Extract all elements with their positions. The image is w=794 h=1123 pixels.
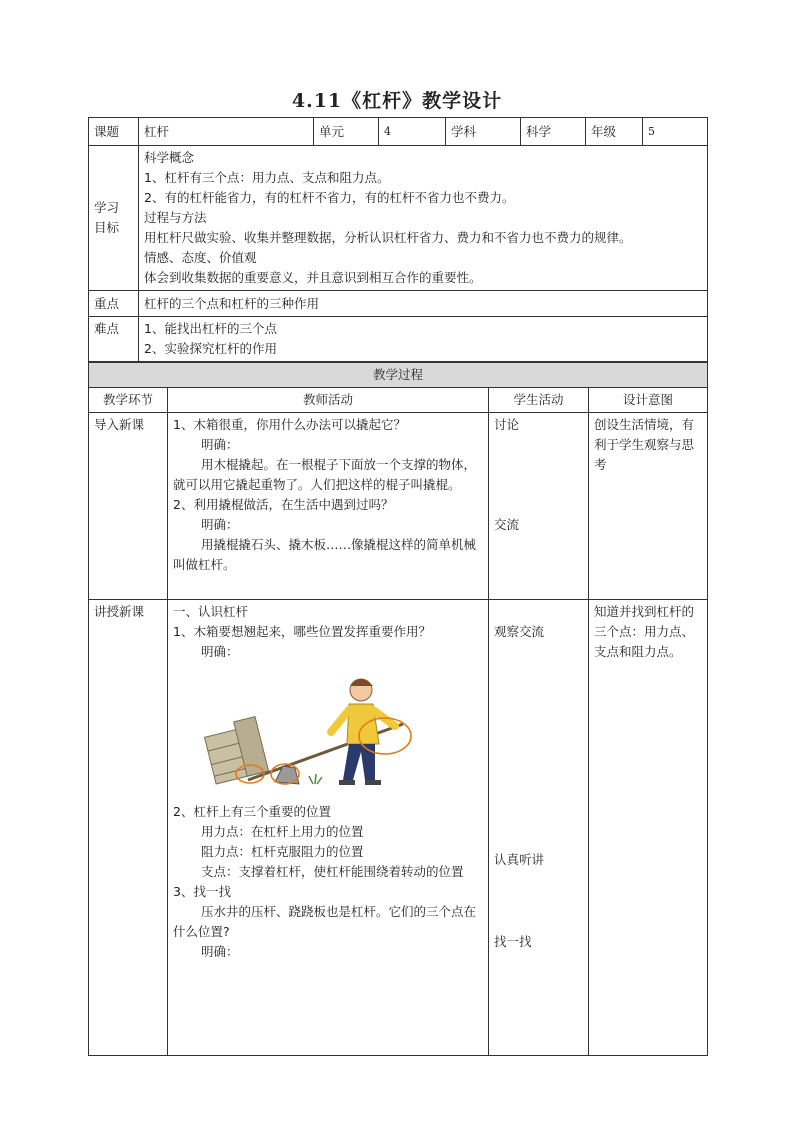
intro-student	[489, 413, 589, 600]
new-intent: 知道并找到杠杆的三个点：用力点、支点和阻力点。	[589, 600, 708, 1056]
column-header-stage: 教学环节	[89, 388, 168, 413]
intro-a1: 用木棍撬起。在一根棍子下面放一个支撑的物体，就可以用它撬起重物了。人们把这样的棍子叫撬棍。	[173, 457, 477, 492]
new-a1-label: 明确：	[201, 644, 239, 659]
column-header-student: 学生活动	[489, 388, 589, 413]
new-q3-text: 压水井的压杆、跷跷板也是杠杆。它们的三个点在什么位置?	[173, 904, 477, 939]
process-table	[88, 362, 708, 1056]
intro-a1-label: 明确：	[201, 437, 239, 452]
difficulty-line: 1、能找出杠杆的三个点	[144, 321, 277, 336]
person-icon	[331, 679, 395, 785]
goal-line: 2、有的杠杆能省力，有的杠杆不省力，有的杠杆不省力也不费力。	[144, 190, 515, 205]
goal-line: 体会到收集数据的重要意义，并且意识到相互合作的重要性。	[144, 270, 482, 285]
goal-line: 情感、态度、价值观	[144, 250, 257, 265]
intro-q1: 1、木箱很重，你用什么办法可以撬起它？	[173, 417, 406, 432]
subject-label: 学科	[446, 118, 521, 146]
new-student	[489, 600, 589, 1056]
intro-stage: 导入新课	[89, 413, 168, 600]
document-title: 4.11《杠杆》教学设计	[291, 90, 503, 112]
intro-student-2: 交流	[494, 517, 520, 532]
goal-line: 1、杠杆有三个点：用力点、支点和阻力点。	[144, 170, 390, 185]
new-point-effort: 用力点：在杠杆上用力的位置	[201, 824, 364, 839]
new-student-1: 观察交流	[494, 624, 545, 639]
column-header-teacher: 教师活动	[168, 388, 489, 413]
intro-a2-label: 明确：	[201, 517, 239, 532]
subject-value: 科学	[521, 118, 586, 146]
new-q1: 1、木箱要想翘起来，哪些位置发挥重要作用？	[173, 624, 431, 639]
new-student-3: 找一找	[494, 934, 532, 949]
grass-icon	[309, 774, 322, 784]
new-point-load: 阻力点：杠杆克服阻力的位置	[201, 844, 364, 859]
intro-intent: 创设生活情境，有利于学生观察与思考	[589, 413, 708, 600]
goals-label-line1: 学习	[94, 200, 120, 215]
intro-student-1: 讨论	[494, 417, 520, 432]
column-header-intent: 设计意图	[589, 388, 708, 413]
intro-q2: 2、利用撬棍做活，在生活中遇到过吗？	[173, 497, 394, 512]
goals-label-line2: 目标	[94, 220, 120, 235]
lever-illustration-svg	[203, 662, 418, 800]
intro-teacher	[168, 413, 489, 600]
new-q3: 3、找一找	[173, 884, 231, 899]
difficulty-label: 难点	[89, 317, 139, 362]
new-teacher	[168, 600, 489, 1056]
new-point-fulcrum: 支点：支撑着杠杆，使杠杆能围绕着转动的位置	[201, 864, 464, 879]
lever-illustration	[173, 662, 483, 802]
difficulty-content	[139, 317, 708, 362]
unit-label: 单元	[314, 118, 379, 146]
new-q2: 2、杠杆上有三个重要的位置	[173, 804, 331, 819]
new-student-2: 认真听讲	[494, 852, 545, 867]
topic-value: 杠杆	[139, 118, 314, 146]
intro-a2: 用撬棍撬石头、撬木板……像撬棍这样的简单机械叫做杠杆。	[173, 537, 477, 572]
unit-value: 4	[379, 118, 446, 146]
goal-line: 过程与方法	[144, 210, 207, 225]
goals-content	[139, 146, 708, 291]
goal-line: 用杠杆尺做实验、收集并整理数据，分析认识杠杆省力、费力和不省力也不费力的规律。	[144, 230, 632, 245]
goals-label	[89, 146, 139, 291]
key-point-label: 重点	[89, 291, 139, 317]
process-header: 教学过程	[89, 363, 708, 388]
grade-value: 5	[643, 118, 708, 146]
key-point-text: 杠杆的三个点和杠杆的三种作用	[139, 291, 708, 317]
new-heading: 一、认识杠杆	[173, 604, 249, 619]
goal-line: 科学概念	[144, 150, 195, 165]
topic-label: 课题	[89, 118, 139, 146]
info-table	[88, 117, 708, 362]
difficulty-line: 2、实验探究杠杆的作用	[144, 341, 277, 356]
new-stage: 讲授新课	[89, 600, 168, 1056]
grade-label: 年级	[586, 118, 643, 146]
new-a3-label: 明确：	[201, 944, 239, 959]
